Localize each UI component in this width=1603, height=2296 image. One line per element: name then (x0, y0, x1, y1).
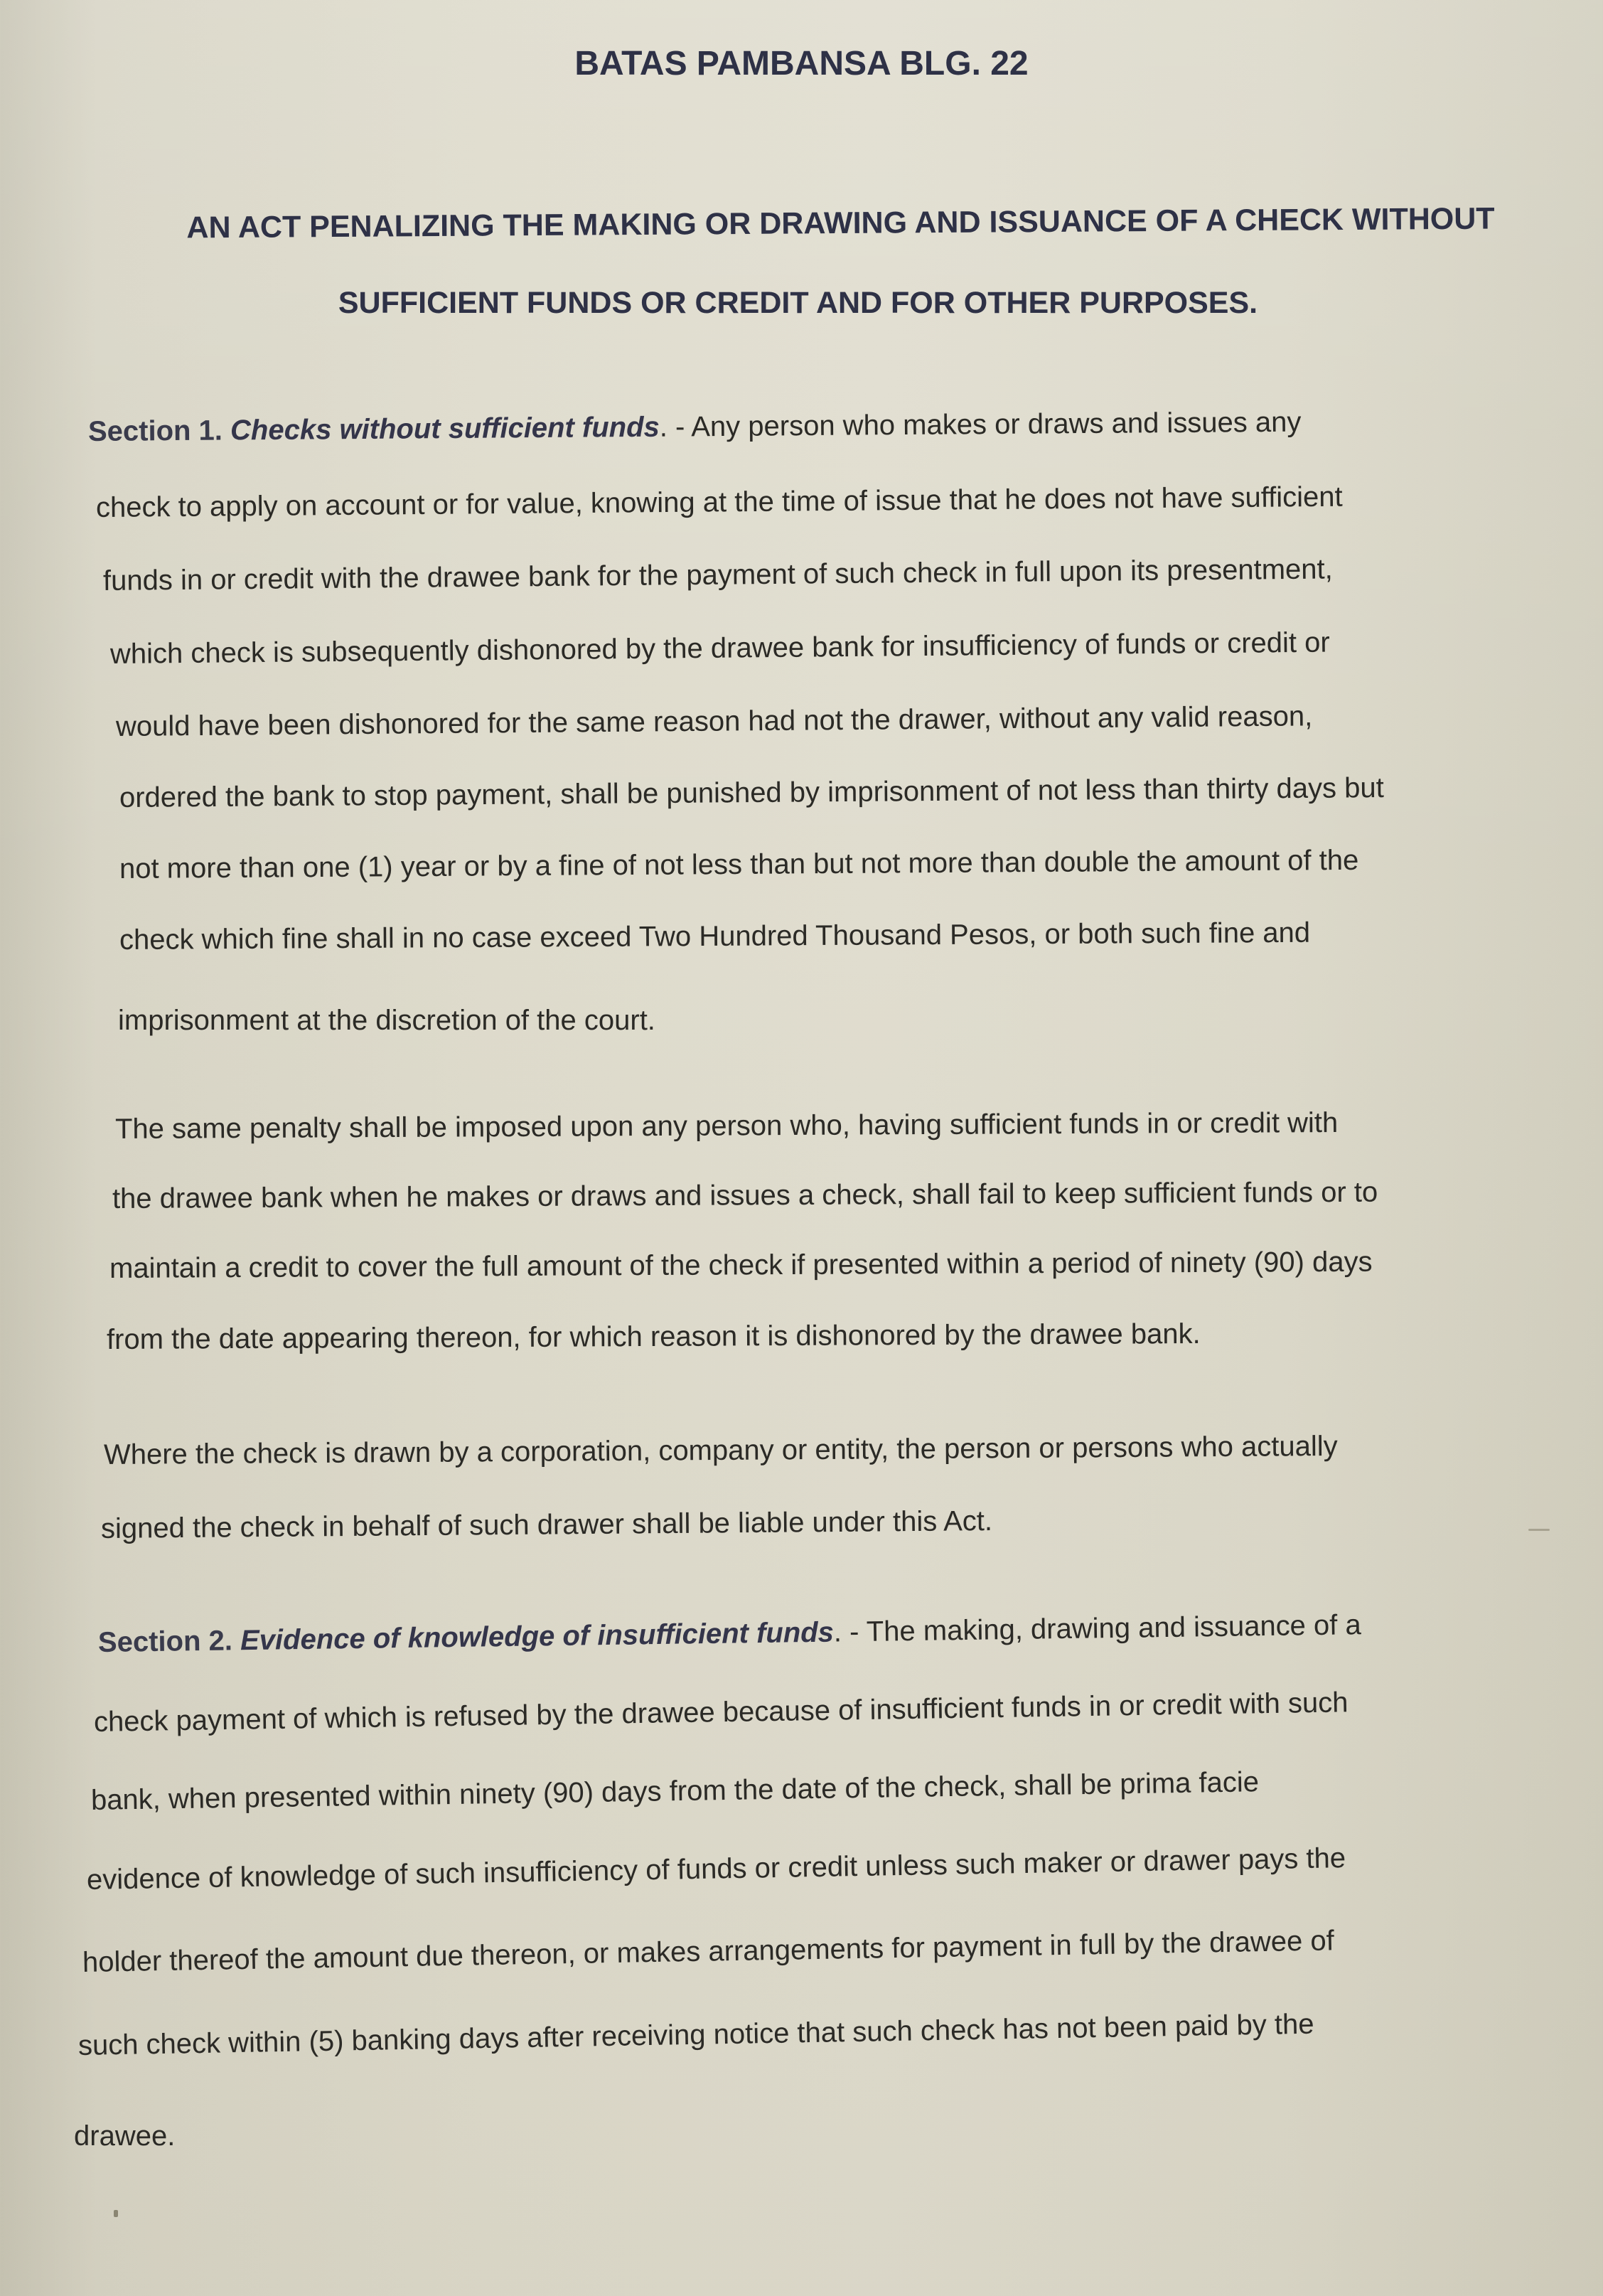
section-1-line: which check is subsequently dishonored by the drawee bank for insufficiency of funds or credit or (109, 626, 1330, 670)
section-1-line: ordered the bank to stop payment, shall be punished by imprisonment of not less than thirty days but (119, 772, 1384, 813)
section-1-heading-line (88, 407, 1302, 448)
section-2-first-line-text: The making, drawing and issuance of a (866, 1609, 1362, 1648)
paragraph-2-line: the drawee bank when he makes or draws and issues a check, shall fail to keep sufficient funds or to (112, 1176, 1378, 1214)
section-2-line: drawee. (74, 2120, 176, 2152)
paragraph-3-line: signed the check in behalf of such drawer shall be liable under this Act. (100, 1505, 993, 1544)
paragraph-2-line: from the date appearing thereon, for which reason it is dishonored by the drawee bank. (106, 1318, 1201, 1355)
section-2-line: such check within (5) banking days after receiving notice that such check has not been paid by the (77, 2008, 1314, 2061)
section-1-first-line-text: Any person who makes or draws and issues any (691, 406, 1302, 443)
section-2-title-suffix: . - (833, 1616, 867, 1648)
section-2-line: check payment of which is refused by the drawee because of insufficient funds in or credit with such (93, 1687, 1349, 1738)
section-1-title: Checks without sufficient funds (230, 411, 660, 447)
section-1-line: not more than one (1) year or by a fine of not less than but not more than double the amount of the (119, 844, 1359, 885)
section-2-title: Evidence of knowledge of insufficient funds (240, 1616, 835, 1657)
document-subtitle-line-2: SUFFICIENT FUNDS OR CREDIT AND FOR OTHER PURPOSES. (338, 286, 1258, 320)
paragraph-3-line: Where the check is drawn by a corporation, company or entity, the person or persons who actually (103, 1430, 1338, 1470)
section-2-line: evidence of knowledge of such insufficiency of funds or credit unless such maker or drawer pays the (86, 1842, 1346, 1896)
document-title: BATAS PAMBANSA BLG. 22 (574, 45, 1029, 82)
section-1-line: funds in or credit with the drawee bank for the payment of such check in full upon its presentment, (102, 553, 1333, 597)
section-1-line: imprisonment at the discretion of the court. (118, 1005, 655, 1036)
paragraph-2-line: The same penalty shall be imposed upon any person who, having sufficient funds in or credit with (114, 1106, 1339, 1145)
section-1-line: would have been dishonored for the same reason had not the drawer, without any valid reason, (115, 700, 1313, 742)
section-1-title-suffix: . - (659, 411, 692, 443)
section-2-line: holder thereof the amount due thereon, or makes arrangements for payment in full by the drawee of (82, 1925, 1335, 1978)
section-1-line: check which fine shall in no case exceed Two Hundred Thousand Pesos, or both such fine and (119, 917, 1311, 956)
section-2-line: bank, when presented within ninety (90) days from the date of the check, shall be prima facie (90, 1766, 1260, 1816)
document-subtitle-line-1: AN ACT PENALIZING THE MAKING OR DRAWING AND ISSUANCE OF A CHECK WITHOUT (186, 201, 1495, 245)
section-1-line: check to apply on account or for value, knowing at the time of issue that he does not have sufficient (95, 481, 1343, 523)
paragraph-2-line: maintain a credit to cover the full amount of the check if presented within a period of ninety (90) days (109, 1246, 1373, 1284)
section-2-label: Section 2. (97, 1625, 233, 1658)
paper-speck (1528, 1529, 1550, 1531)
paper-speck (114, 2210, 118, 2217)
section-1-label: Section 1. (87, 415, 223, 447)
section-2-heading-line (98, 1609, 1361, 1659)
